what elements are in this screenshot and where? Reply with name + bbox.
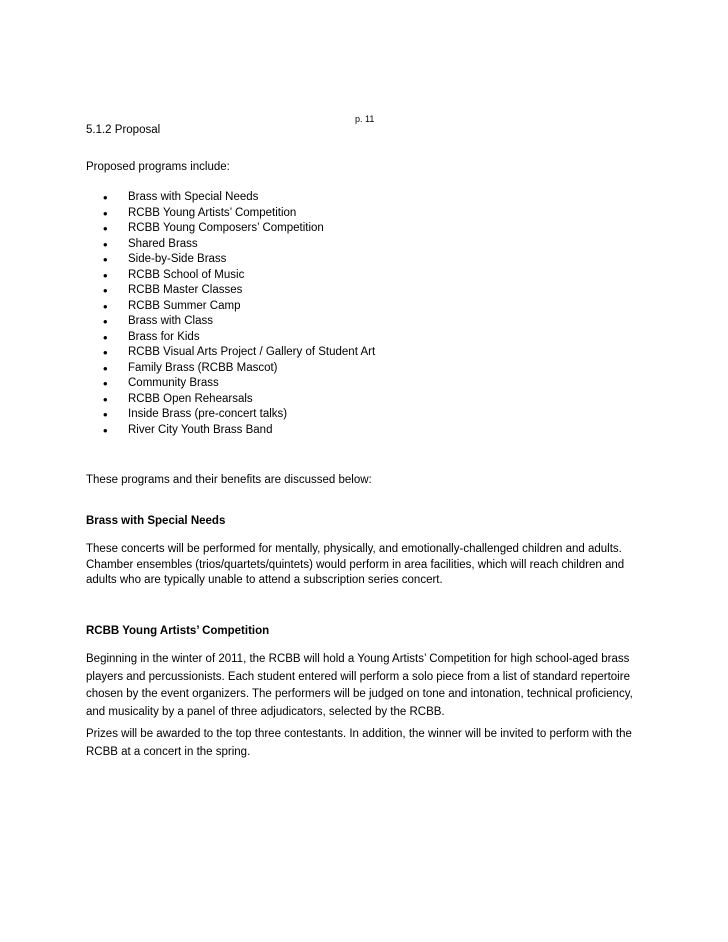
list-item-label: Brass with Class (128, 315, 213, 327)
list-item (86, 361, 375, 377)
list-item (86, 376, 375, 392)
list-item-label: Community Brass (128, 377, 219, 389)
list-item (86, 283, 375, 299)
list-item (86, 221, 375, 237)
list-item (86, 423, 375, 439)
list-item (86, 345, 375, 361)
special-needs-body: These concerts will be performed for mentally, physically, and emotionally-challenged children and adults. Chamber ensembles (trios/quartets/quintets) would perform in area facilities, which will reach children and adults who are typically unable to attend a subscription series concert. (86, 543, 625, 586)
list-item-label: RCBB Visual Arts Project / Gallery of Student Art (128, 346, 376, 358)
list-item (86, 237, 375, 253)
list-item-label: Brass with Special Needs (128, 191, 259, 203)
special-needs-heading: Brass with Special Needs (86, 515, 226, 527)
bullet-icon: • (103, 360, 108, 376)
list-item (86, 299, 375, 315)
list-item (86, 206, 375, 222)
list-item (86, 252, 375, 268)
list-item-label: Brass for Kids (128, 330, 200, 343)
list-item-label: RCBB School of Music (128, 268, 245, 281)
bullet-icon: • (103, 422, 108, 438)
list-item-label: RCBB Young Artists’ Competition (128, 206, 297, 219)
bullet-icon: • (103, 205, 108, 221)
bullet-icon: • (103, 252, 108, 267)
list-item-label: RCBB Summer Camp (128, 299, 241, 312)
bullet-icon: • (103, 221, 108, 236)
bullet-icon: • (103, 236, 108, 252)
bullet-icon: • (103, 314, 108, 329)
list-item-label: RCBB Open Rehearsals (128, 392, 253, 405)
bullet-icon: • (103, 407, 108, 422)
bullet-icon: • (103, 391, 108, 407)
list-item (86, 190, 375, 206)
list-item-label: Shared Brass (128, 237, 198, 250)
list-item (86, 268, 375, 284)
bullet-icon: • (103, 190, 108, 205)
young-artists-body-1: Beginning in the winter of 2011, the RCBB will hold a Young Artists’ Competition for high school-aged brass players and percussionists. Each student entered will perform a solo piece from a list of standard repertoire chosen by the event organizers. The performers will be judged on tone and intonation, technical proficiency, and musicality by a panel of three adjudicators, selected by the RCBB. (86, 653, 633, 718)
program-list (86, 190, 375, 438)
young-artists-heading: RCBB Young Artists’ Competition (86, 625, 270, 637)
list-item (86, 330, 375, 346)
bullet-icon: • (103, 345, 108, 360)
bullet-icon: • (103, 298, 108, 314)
list-item-label: Inside Brass (pre-concert talks) (128, 408, 288, 420)
page-number: p. 11 (355, 114, 375, 124)
bullet-icon: • (103, 329, 108, 345)
list-item-label: RCBB Master Classes (128, 284, 243, 296)
bullet-icon: • (103, 376, 108, 391)
bullet-icon: • (103, 283, 108, 298)
bullet-icon: • (103, 267, 108, 283)
list-item-label: Family Brass (RCBB Mascot) (128, 361, 278, 374)
list-item (86, 314, 375, 330)
section-title: 5.1.2 Proposal (86, 124, 161, 136)
list-item (86, 392, 375, 408)
young-artists-body-2: Prizes will be awarded to the top three contestants. In addition, the winner will be invited to perform with the RCBB at a concert in the spring. (86, 728, 632, 758)
intro-text: Proposed programs include: (86, 161, 230, 173)
list-item (86, 407, 375, 423)
transition-text: These programs and their benefits are discussed below: (86, 474, 372, 486)
list-item-label: RCBB Young Composers’ Competition (128, 222, 324, 234)
list-item-label: Side-by-Side Brass (128, 253, 227, 265)
list-item-label: River City Youth Brass Band (128, 423, 273, 436)
